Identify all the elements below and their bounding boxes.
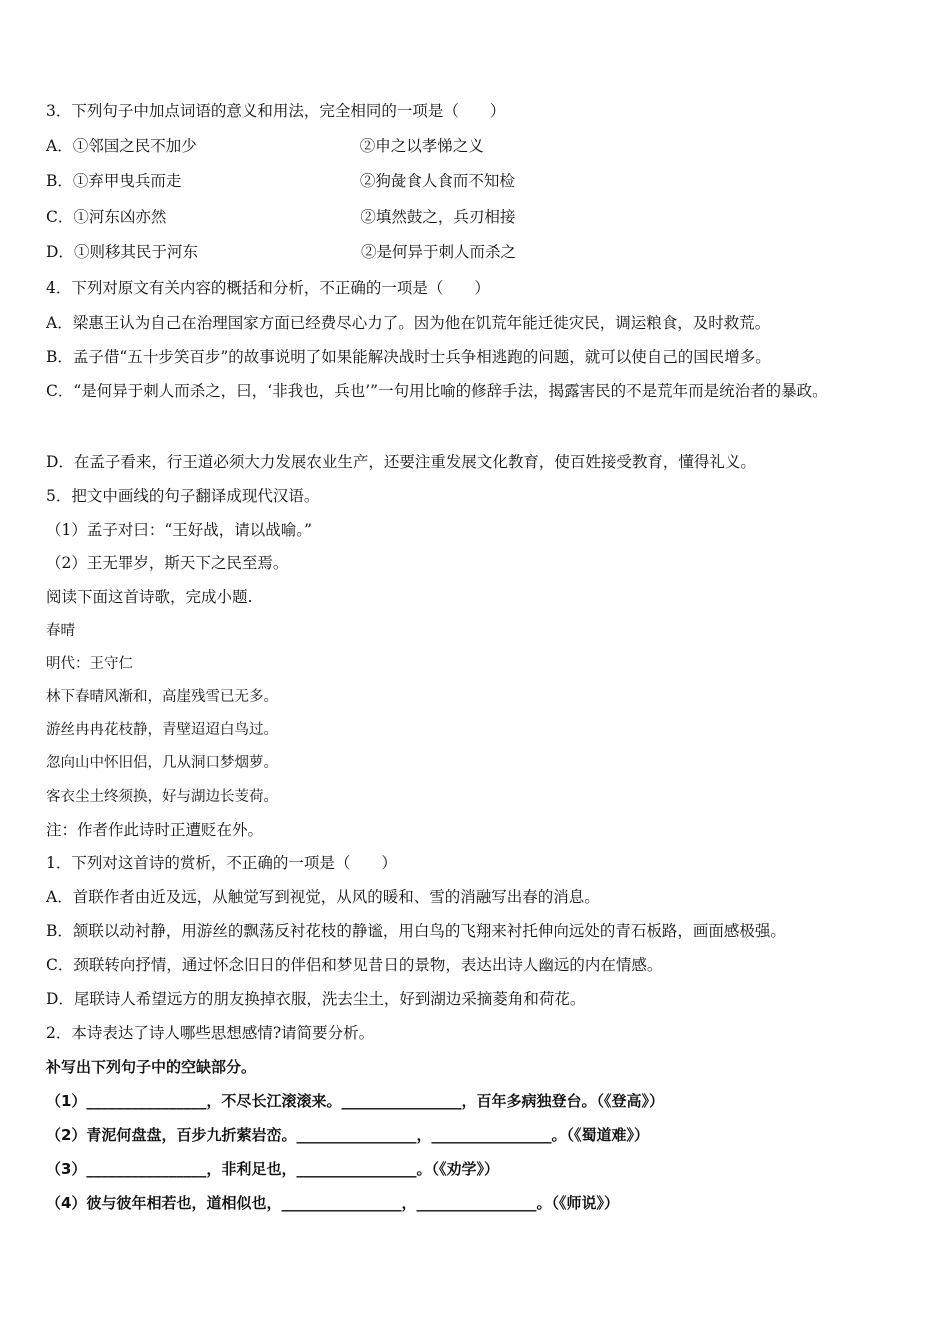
pq2-stem: 2．本诗表达了诗人哪些思想感情?请简要分析。 <box>46 1024 375 1042</box>
q3-option-b-label: B． <box>46 172 73 190</box>
q3-option-b-second: ②狗彘食人食而不知检 <box>359 172 515 190</box>
q3-option-a <box>46 136 906 156</box>
q3-option-a-label: A． <box>46 137 73 155</box>
poem-intro: 阅读下面这首诗歌，完成小题. <box>46 588 253 606</box>
pq1-option-c: C．颈联转向抒情，通过怀念旧日的伴侣和梦见昔日的景物，表达出诗人幽远的内在情感。 <box>46 956 663 974</box>
q4-option-c: C．“是何异于刺人而杀之，曰，‘非我也，兵也’”一句用比喻的修辞手法，揭露害民的不是荒年而是统治者的暴政。 <box>46 382 828 400</box>
poem-line-3: 忽向山中怀旧侣，几从洞口梦烟萝。 <box>46 755 278 771</box>
q5-stem: 5．把文中画线的句子翻译成现代汉语。 <box>46 487 320 505</box>
poem-line-1: 林下春晴风渐和，高崖残雪已无多。 <box>46 689 278 705</box>
fill-title: 补写出下列句子中的空缺部分。 <box>46 1058 257 1076</box>
q3-stem: 3．下列句子中加点词语的意义和用法，完全相同的一项是（ ） <box>46 102 506 120</box>
q3-option-d-label: D． <box>46 243 74 261</box>
q3-option-b-first: ①弃甲曳兵而走 <box>72 172 182 190</box>
fill-item-1: （1）________________，不尽长江滚滚来。________________，百年多病独登台。（《登高》） <box>46 1092 664 1110</box>
fill-item-3: （3）________________，非利足也，________________。（《劝学》） <box>46 1160 499 1178</box>
q4-option-d: D．在孟子看来，行王道必须大力发展农业生产，还要注重发展文化教育，使百姓接受教育，懂得礼义。 <box>46 453 756 471</box>
pq1-option-d: D．尾联诗人希望远方的朋友换掉衣服，洗去尘土，好到湖边采摘菱角和荷花。 <box>46 990 586 1008</box>
poem-note: 注：作者作此诗时正遭贬在外。 <box>46 821 264 839</box>
q5-sentence-2: （2）王无罪岁，斯天下之民至焉。 <box>46 554 289 572</box>
q3-option-c-first: ①河东凶亦然 <box>73 208 167 226</box>
q3-option-c-second: ②填然鼓之，兵刃相接 <box>360 208 516 226</box>
q5-sentence-1: （1）孟子对曰：“王好战，请以战喻。” <box>46 521 312 539</box>
q3-option-d-second: ②是何异于刺人而杀之 <box>360 243 516 261</box>
poem-title: 春晴 <box>46 623 75 639</box>
q3-option-c-label: C． <box>46 208 74 226</box>
pq1-option-b: B．颔联以动衬静，用游丝的飘荡反衬花枝的静谧，用白鸟的飞翔来衬托伸向远处的青石板路，画面感极强。 <box>46 922 786 940</box>
poem-line-4: 客衣尘土终须换，好与湖边长芰荷。 <box>46 789 278 805</box>
pq1-stem: 1．下列对这首诗的赏析，不正确的一项是（ ） <box>46 854 397 872</box>
fill-item-4: （4）彼与彼年相若也，道相似也，________________，________________。（《师说》） <box>46 1194 619 1212</box>
poem-author: 明代：王守仁 <box>46 656 133 672</box>
q3-option-a-second: ②申之以孝悌之义 <box>359 137 484 155</box>
q4-option-b: B．孟子借“五十步笑百步”的故事说明了如果能解决战时士兵争相逃跑的问题，就可以使自己的国民增多。 <box>46 348 771 366</box>
q3-option-d <box>46 242 906 262</box>
q3-option-a-first: ①邻国之民不加少 <box>72 137 197 155</box>
poem-line-2: 游丝冉冉花枝静，青壁迢迢白鸟过。 <box>46 722 278 738</box>
fill-item-2: （2）青泥何盘盘，百步九折萦岩峦。________________，________________。（《蜀道难》） <box>46 1126 649 1144</box>
pq1-option-a: A．首联作者由近及远，从触觉写到视觉，从风的暖和、雪的消融写出春的消息。 <box>46 888 600 906</box>
q3-option-c <box>46 207 906 227</box>
q4-stem: 4．下列对原文有关内容的概括和分析，不正确的一项是（ ） <box>46 279 490 297</box>
q3-option-d-first: ①则移其民于河东 <box>73 243 198 261</box>
q3-option-b <box>46 171 906 191</box>
q4-option-a: A．梁惠王认为自己在治理国家方面已经费尽心力了。因为他在饥荒年能迁徙灾民，调运粮食，及时救荒。 <box>46 314 771 332</box>
